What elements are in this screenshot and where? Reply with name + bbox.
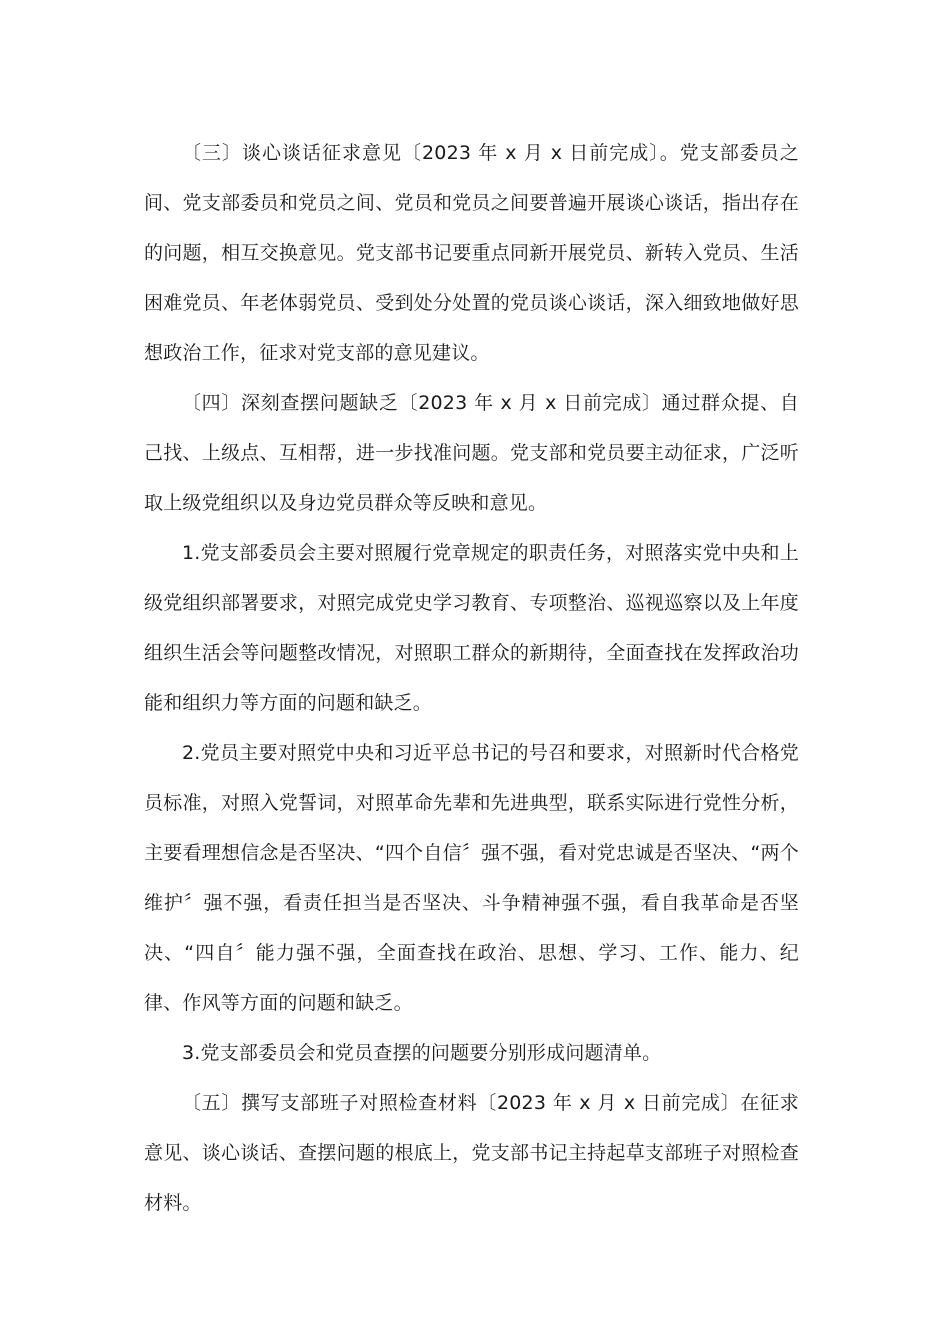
paragraph-item-2-members: 2.党员主要对照党中央和习近平总书记的号召和要求，对照新时代合格党员标准，对照入党誓词，对照革命先辈和先进典型，联系实际进行党性分析，主要看理想信念是否坚决、“四个自信〞强不强，看对党忠诚是否坚决、“两个维护〞强不强，看责任担当是否坚决、斗争精神强不强，看自我革命是否坚决、“四自〞能力强不强，全面查找在政治、思想、学习、工作、能力、纪律、作风等方面的问题和缺乏。 (144, 742, 799, 1014)
paragraph-item-1-committee: 1.党支部委员会主要对照履行党章规定的职责任务，对照落实党中央和上级党组织部署要求，对照完成党史学习教育、专项整治、巡视巡察以及上年度组织生活会等问题整改情况，对照职工群众的新期待，全面查找在发挥政治功能和组织力等方面的问题和缺乏。 (144, 542, 799, 714)
paragraph-item-3-problem-list: 3.党支部委员会和党员查摆的问题要分别形成问题清单。 (182, 1042, 662, 1064)
document-body (144, 128, 799, 1228)
paragraph-talk-solicit-opinions: 〔三〕谈心谈话征求意见〔2023 年 x 月 x 日前完成〕。党支部委员之间、党支部委员和党员之间、党员和党员之间要普遍开展谈心谈话，指出存在的问题，相互交换意见。党支部书记要重点同新开展党员、新转入党员、生活困难党员、年老体弱党员、受到处分处置的党员谈心谈话，深入细致地做好思想政治工作，征求对党支部的意见建议。 (144, 142, 799, 364)
paragraph-identify-problems: 〔四〕深刻查摆问题缺乏〔2023 年 x 月 x 日前完成〕通过群众提、自己找、上级点、互相帮，进一步找准问题。党支部和党员要主动征求，广泛听取上级党组织以及身边党员群众等反映和意见。 (144, 392, 799, 514)
paragraph-review-materials: 〔五〕撰写支部班子对照检查材料〔2023 年 x 月 x 日前完成〕在征求意见、谈心谈话、查摆问题的根底上，党支部书记主持起草支部班子对照检查材料。 (144, 1092, 799, 1214)
